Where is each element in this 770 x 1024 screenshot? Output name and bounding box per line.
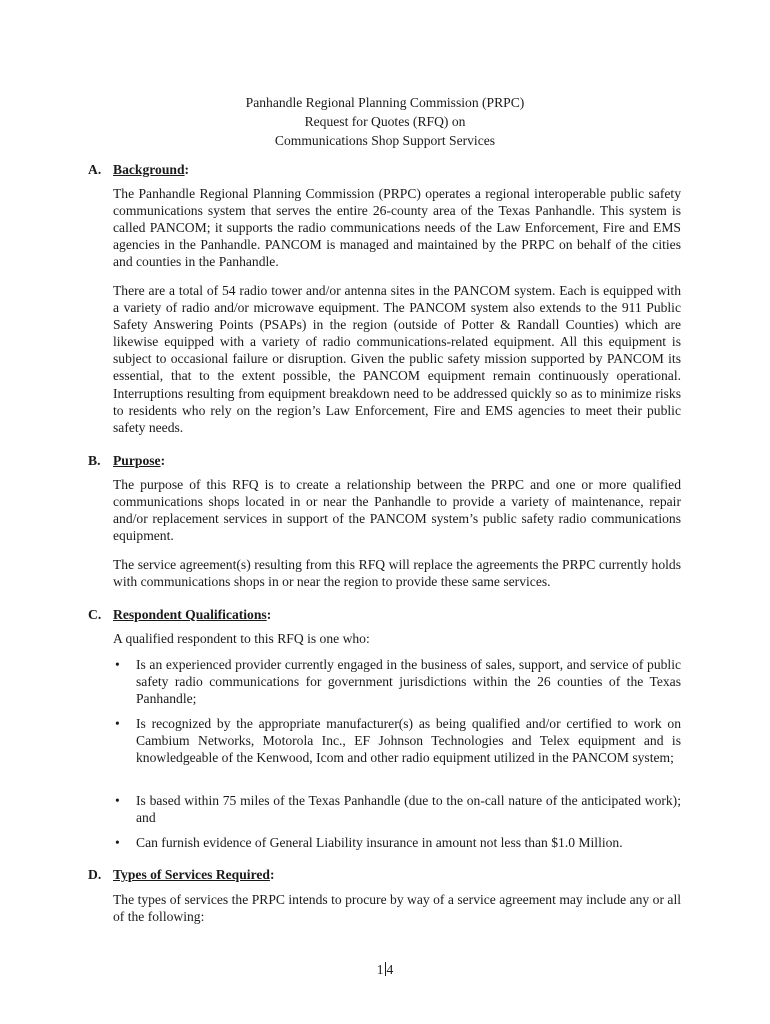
bullet-icon: • xyxy=(115,716,120,731)
purpose-paragraph-1: The purpose of this RFQ is to create a relationship between the PRPC and one or more qualified communications shops located in or near the Panhandle to provide a variety of maintenance, repair and/or replacement services in support of the PANCOM system’s public safety radio communications equipment. xyxy=(113,477,681,544)
section-c-heading xyxy=(88,607,271,623)
section-letter: C. xyxy=(88,607,102,622)
section-name: Purpose xyxy=(113,453,161,468)
purpose-paragraph-2: The service agreement(s) resulting from this RFQ will replace the agreements the PRPC currently holds with communications shops in or near the region to provide these same services. xyxy=(113,557,681,590)
section-colon: : xyxy=(269,867,275,882)
page-separator xyxy=(385,962,386,976)
bullet-text: Is an experienced provider currently engaged in the business of sales, support, and service of public safety radio communications for government jurisdictions within the 26 counties of the Texas Panhandle; xyxy=(136,657,681,707)
section-b-heading xyxy=(88,453,165,469)
section-letter: D. xyxy=(88,867,102,882)
section-name: Types of Services Required xyxy=(113,867,270,882)
section-name: Respondent Qualifications xyxy=(113,607,267,622)
title-line-2: Request for Quotes (RFQ) on xyxy=(304,114,466,129)
document-title xyxy=(0,93,770,150)
bullet-icon: • xyxy=(115,793,120,808)
section-name: Background xyxy=(113,162,185,177)
bullet-text: Is based within 75 miles of the Texas Panhandle (due to the on-call nature of the anticipated work); and xyxy=(136,793,681,826)
section-colon: : xyxy=(184,162,190,177)
bullet-icon: • xyxy=(115,835,120,850)
qualification-bullet xyxy=(113,792,681,826)
services-paragraph: The types of services the PRPC intends to procure by way of a service agreement may include any or all of the following: xyxy=(113,892,681,925)
background-paragraph-2: There are a total of 54 radio tower and/or antenna sites in the PANCOM system. Each is equipped with a variety of radio and/or microwave equipment. The PANCOM system also extends to the 911 Public Safety Answering Points (PSAPs) in the region (outside of Potter & Randall Counties) which are likewise equipped with a variety of radio communications-related equipment. All this equipment is subject to occasional failure or disruption. Given the public safety mission supported by PANCOM its essential, that to the extent possible, the PANCOM equipment remain continuously operational. Interruptions resulting from equipment breakdown need to be addressed quickly so as to minimize risks to residents who rely on the region’s Law Enforcement, Fire and EMS agencies to meet their public safety needs. xyxy=(113,283,681,435)
section-a-heading xyxy=(88,162,189,178)
section-colon: : xyxy=(160,453,166,468)
section-letter: A. xyxy=(88,162,102,177)
qualifications-intro: A qualified respondent to this RFQ is one who: xyxy=(113,631,370,646)
title-line-3: Communications Shop Support Services xyxy=(274,133,496,148)
qualification-bullet xyxy=(113,656,681,707)
section-letter: B. xyxy=(88,453,101,468)
background-paragraph-1: The Panhandle Regional Planning Commission (PRPC) operates a regional interoperable public safety communications system that serves the entire 26-county area of the Texas Panhandle. This system is called PANCOM; it supports the radio communications needs of the Law Enforcement, Fire and EMS agencies in the Panhandle. PANCOM is managed and maintained by the PRPC on behalf of the cities and counties in the Panhandle. xyxy=(113,186,681,270)
bullet-text: Is recognized by the appropriate manufacturer(s) as being qualified and/or certified to work on Cambium Networks, Motorola Inc., EF Johnson Technologies and Telex equipment and is knowledgeable of the Kenwood, Icom and other radio equipment utilized in the PANCOM system; xyxy=(136,716,681,766)
section-d-heading xyxy=(88,867,274,883)
section-colon: : xyxy=(266,607,272,622)
page-number xyxy=(0,962,770,978)
qualification-bullet xyxy=(113,834,681,851)
title-line-1: Panhandle Regional Planning Commission (PRPC) xyxy=(245,95,525,110)
page-current: 1 xyxy=(376,962,384,977)
page-total: 4 xyxy=(386,962,394,977)
bullet-icon: • xyxy=(115,657,120,672)
qualification-bullet xyxy=(113,715,681,766)
bullet-text: Can furnish evidence of General Liability insurance in amount not less than $1.0 Million. xyxy=(136,835,623,850)
